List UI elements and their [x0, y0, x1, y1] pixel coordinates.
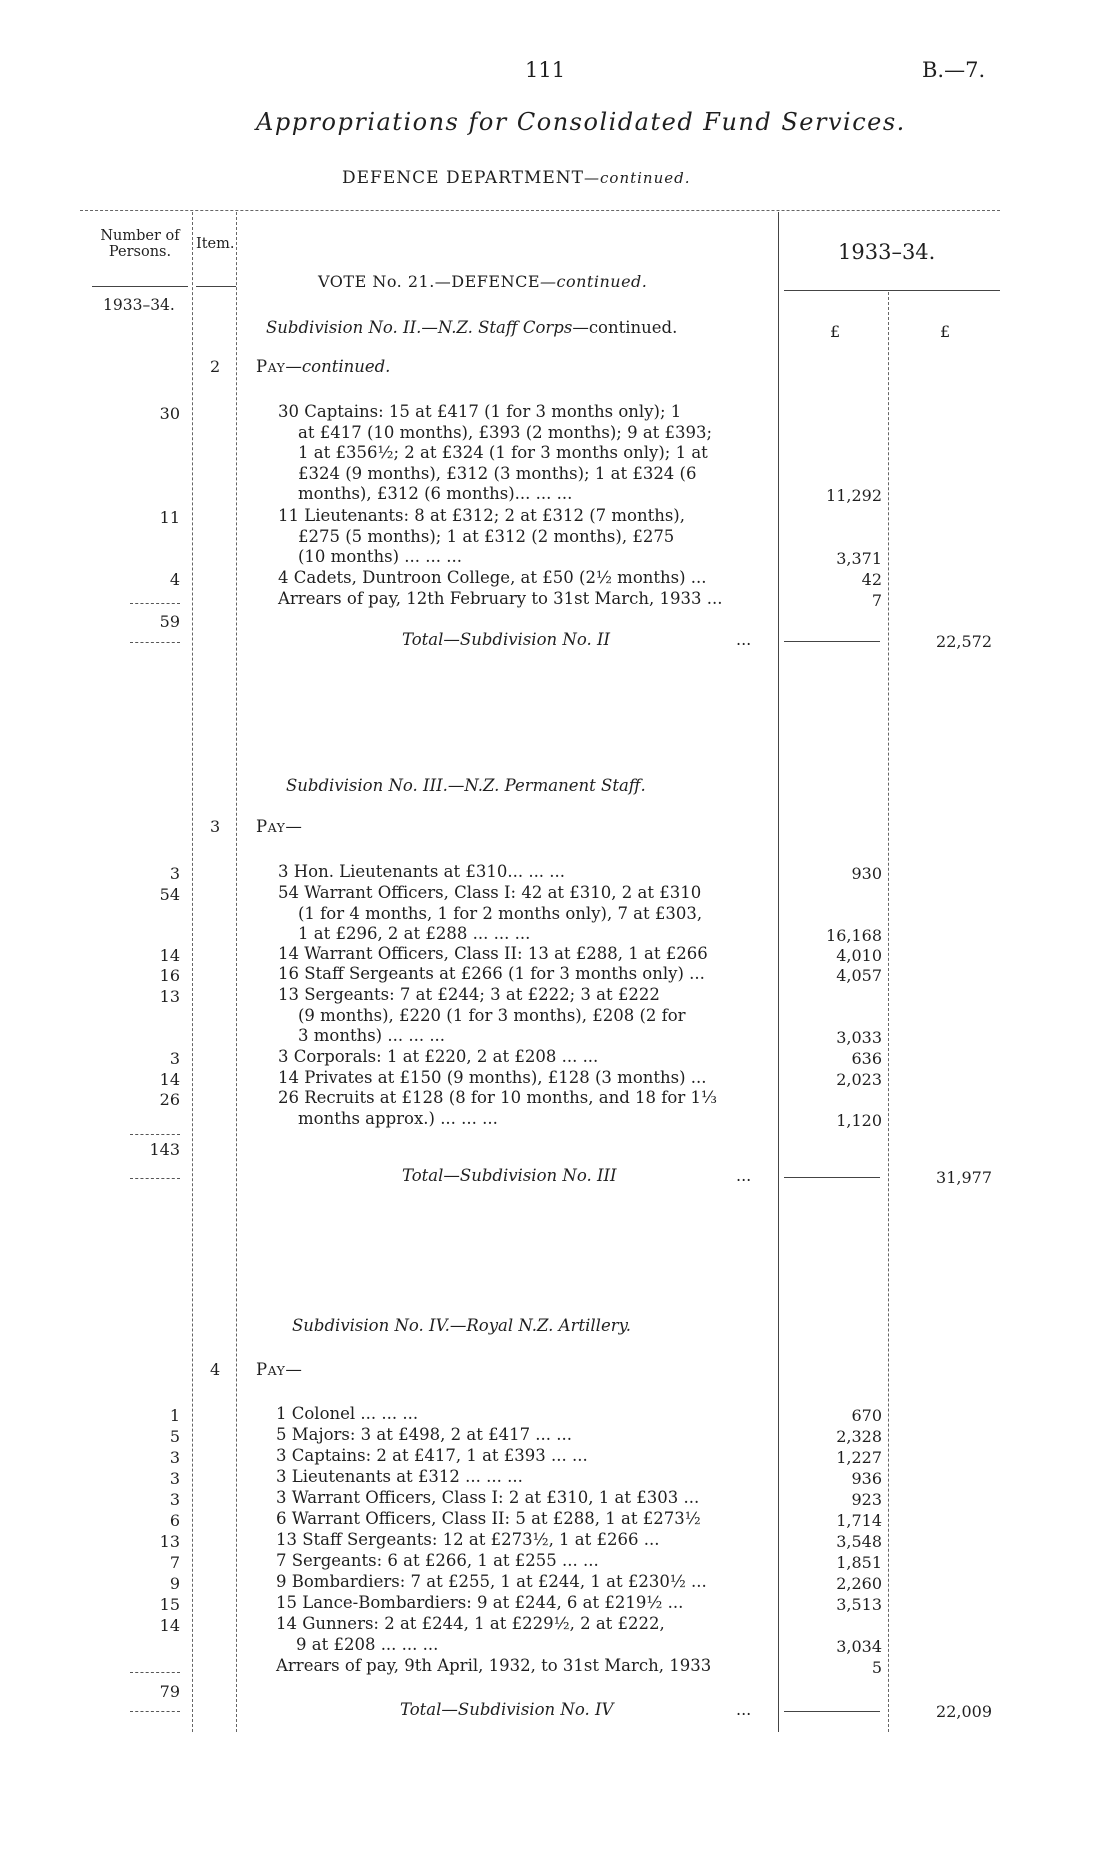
currency-label-totals: £: [940, 322, 951, 341]
entry-line: 1 Colonel ... ... ...: [276, 1404, 419, 1423]
subdivision-2-total-persons-rule: [130, 642, 180, 643]
amount-cell: 11,292: [826, 486, 882, 505]
amount-cell: 3,033: [836, 1028, 882, 1047]
entry-description: [276, 1530, 776, 1551]
entry-line: at £417 (10 months), £393 (2 months); 9 at £393;: [298, 422, 713, 442]
entry-description: [278, 985, 778, 1047]
entry-line: 15 Lance-Bombardiers: 9 at £244, 6 at £219½ ...: [276, 1593, 684, 1612]
subdivision-3-total-rule: [784, 1177, 880, 1178]
amount-cell: 3,548: [836, 1532, 882, 1551]
subdivision-2-total-dots: ...: [736, 630, 752, 649]
entry-description: [278, 506, 778, 568]
entry-line: 9 Bombardiers: 7 at £255, 1 at £244, 1 at £230½ ...: [276, 1572, 707, 1591]
amount-cell: 636: [851, 1049, 882, 1068]
entry-description: [276, 1572, 776, 1593]
department-name: DEFENCE DEPARTMENT: [342, 168, 585, 188]
persons-cell: 13: [159, 987, 180, 1006]
amount-cell: 3,371: [836, 549, 882, 568]
amount-cell: 7: [871, 591, 882, 610]
persons-cell: 13: [159, 1532, 180, 1551]
entry-description: [276, 1446, 776, 1467]
entry-description: [278, 1047, 778, 1068]
entry-line: 4 Cadets, Duntroon College, at £50 (2½ months) ...: [278, 568, 707, 587]
persons-cell: 26: [159, 1090, 180, 1109]
persons-cell: 54: [159, 885, 180, 904]
entry-description: [278, 568, 778, 589]
amount-cell: 5: [871, 1658, 882, 1677]
persons-cell: 1: [169, 1406, 180, 1425]
subdivision-3-pay-label: [256, 817, 302, 836]
vote-heading: [318, 272, 647, 291]
persons-cell: 6: [169, 1511, 180, 1530]
amount-cell: 4,010: [836, 946, 882, 965]
entry-description: [278, 1068, 778, 1089]
page-reference: B.—7.: [922, 58, 986, 82]
subdivision-3-item: 3: [210, 817, 221, 836]
entry-description: [278, 402, 778, 505]
entry-line: 3 Corporals: 1 at £220, 2 at £208 ... ...: [278, 1047, 599, 1066]
subdivision-3-total: 31,977: [936, 1168, 992, 1187]
subdivision-2-total-rule: [784, 641, 880, 642]
persons-cell: 7: [169, 1553, 180, 1572]
persons-cell: 3: [169, 1490, 180, 1509]
entry-line: 16 Staff Sergeants at £266 (1 for 3 months only) ...: [278, 964, 705, 983]
amount-cell: 1,714: [836, 1511, 882, 1530]
entry-line: 13 Sergeants: 7 at £244; 3 at £222; 3 at £222: [278, 985, 660, 1004]
persons-cell: 15: [159, 1595, 180, 1614]
subdivision-4-total-label: Total—Subdivision No. IV: [400, 1700, 614, 1719]
table-top-rule: [80, 210, 1000, 211]
subdivision-2-pay-word: PAY: [256, 357, 286, 376]
entry-line: 3 months) ... ... ...: [298, 1026, 446, 1045]
column-rule-persons: [192, 212, 193, 1732]
subdivision-2-total-persons: 59: [159, 612, 180, 631]
subdivision-4-total-dots: ...: [736, 1700, 752, 1719]
entry-line: months), £312 (6 months)... ... ...: [298, 484, 573, 503]
subdivision-3-pay-word: PAY—: [256, 817, 303, 836]
subdivision-3-heading: Subdivision No. III.—N.Z. Permanent Staff.: [286, 776, 646, 795]
department-continued: —continued.: [584, 169, 691, 187]
entry-description: [278, 964, 778, 985]
persons-cell: 14: [159, 946, 180, 965]
persons-cell: 4: [169, 570, 180, 589]
column-rule-amount: [888, 292, 889, 1732]
entry-line: 14 Gunners: 2 at £244, 1 at £229½, 2 at £222,: [276, 1614, 665, 1633]
entry-description: [276, 1488, 776, 1509]
persons-cell: 30: [159, 404, 180, 423]
subdivision-3-total-dots: ...: [736, 1166, 752, 1185]
subdivision-2-total-label: Total—Subdivision No. II: [402, 630, 610, 649]
entry-description: [276, 1467, 776, 1488]
subdivision-2-persons-rule: [130, 603, 180, 604]
amount-cell: 42: [861, 570, 882, 589]
entry-line: (1 for 4 months, 1 for 2 months only), 7 at £303,: [298, 903, 703, 923]
entry-description: [276, 1509, 776, 1530]
entry-line: 30 Captains: 15 at £417 (1 for 3 months only); 1: [278, 402, 682, 421]
persons-cell: 3: [169, 1448, 180, 1467]
entry-line: 26 Recruits at £128 (8 for 10 months, and 18 for 1⅓: [278, 1088, 717, 1107]
entry-line: 9 at £208 ... ... ...: [296, 1634, 439, 1654]
entry-description: [276, 1614, 776, 1655]
entry-description: [278, 862, 778, 883]
subdivision-4-pay-word: PAY—: [256, 1360, 303, 1379]
entry-line: 14 Warrant Officers, Class II: 13 at £288, 1 at £266: [278, 944, 708, 963]
amount-cell: 930: [851, 864, 882, 883]
amount-cell: 4,057: [836, 966, 882, 985]
amount-cell: 2,328: [836, 1427, 882, 1446]
subdivision-3-total-label: Total—Subdivision No. III: [402, 1166, 617, 1185]
entry-line: 3 Hon. Lieutenants at £310... ... ...: [278, 862, 566, 881]
amount-cell: 2,023: [836, 1070, 882, 1089]
entry-description: [278, 944, 778, 965]
subdivision-2-item: 2: [210, 357, 221, 376]
subdivision-4-total: 22,009: [936, 1702, 992, 1721]
subdivision-2-heading: [266, 318, 677, 337]
amount-cell: 1,227: [836, 1448, 882, 1467]
entry-line: Arrears of pay, 12th February to 31st March, 1933 ...: [278, 589, 723, 608]
entry-description: [276, 1404, 776, 1425]
year-left-label: 1933–34.: [103, 296, 175, 314]
persons-cell: 9: [169, 1574, 180, 1593]
entry-line: (9 months), £220 (1 for 3 months), £208 (2 for: [298, 1005, 686, 1025]
amount-cell: 16,168: [826, 926, 882, 945]
entry-line: £324 (9 months), £312 (3 months); 1 at £324 (6: [298, 463, 697, 483]
subdivision-4-total-rule: [784, 1711, 880, 1712]
subdivision-2-total: 22,572: [936, 632, 992, 651]
subdivision-4-item: 4: [210, 1360, 221, 1379]
persons-cell: 3: [169, 1049, 180, 1068]
entry-line: Arrears of pay, 9th April, 1932, to 31st March, 1933: [276, 1656, 712, 1675]
entry-line: 3 Lieutenants at £312 ... ... ...: [276, 1467, 523, 1486]
entry-line: 54 Warrant Officers, Class I: 42 at £310, 2 at £310: [278, 883, 702, 902]
page-title: Appropriations for Consolidated Fund Services.: [256, 108, 906, 136]
entry-line: 1 at £296, 2 at £288 ... ... ...: [298, 924, 531, 943]
persons-cell: 11: [159, 508, 180, 527]
entry-line: months approx.) ... ... ...: [298, 1108, 498, 1128]
persons-cell: 3: [169, 864, 180, 883]
header-rule-year: [784, 290, 1000, 291]
subdivision-2-pay-label: [256, 357, 390, 376]
entry-line: (10 months) ... ... ...: [298, 547, 462, 566]
entry-line: 3 Warrant Officers, Class I: 2 at £310, 1 at £303 ...: [276, 1488, 700, 1507]
amount-cell: 923: [851, 1490, 882, 1509]
subdivision-2-continued: —continued.: [572, 318, 678, 337]
subdivision-2-title: Subdivision No. II.—N.Z. Staff Corps: [266, 318, 573, 337]
amount-cell: 1,851: [836, 1553, 882, 1572]
column-rule-item: [236, 212, 237, 1732]
vote-title: VOTE No. 21.—DEFENCE: [318, 272, 541, 291]
persons-cell: 5: [169, 1427, 180, 1446]
entry-line: 6 Warrant Officers, Class II: 5 at £288, 1 at £273½: [276, 1509, 701, 1528]
vote-continued: —continued.: [540, 272, 648, 291]
column-header-item: Item.: [196, 236, 235, 252]
entry-line: 13 Staff Sergeants: 12 at £273½, 1 at £266 ...: [276, 1530, 660, 1549]
department-heading: [342, 168, 691, 188]
subdivision-4-heading: Subdivision No. IV.—Royal N.Z. Artillery.: [292, 1316, 631, 1335]
entry-line: 11 Lieutenants: 8 at £312; 2 at £312 (7 months),: [278, 506, 685, 525]
persons-cell: 14: [159, 1616, 180, 1635]
column-header-year: 1933–34.: [838, 240, 936, 264]
subdivision-4-persons-rule: [130, 1672, 180, 1673]
header-rule-item: [196, 286, 236, 287]
amount-cell: 3,034: [836, 1637, 882, 1656]
entry-line: 5 Majors: 3 at £498, 2 at £417 ... ...: [276, 1425, 573, 1444]
page-number: 111: [525, 58, 566, 82]
subdivision-2-pay-cont: —continued.: [285, 357, 391, 376]
subdivision-4-total-persons: 79: [159, 1682, 180, 1701]
entry-description: [278, 1088, 778, 1129]
persons-cell: 16: [159, 966, 180, 985]
amount-cell: 2,260: [836, 1574, 882, 1593]
entry-line: 14 Privates at £150 (9 months), £128 (3 months) ...: [278, 1068, 707, 1087]
persons-cell: 14: [159, 1070, 180, 1089]
column-header-persons: Number of Persons.: [100, 228, 180, 260]
entry-line: £275 (5 months); 1 at £312 (2 months), £275: [298, 526, 675, 546]
amount-cell: 670: [851, 1406, 882, 1425]
amount-cell: 936: [851, 1469, 882, 1488]
subdivision-3-total-persons-rule: [130, 1178, 180, 1179]
entry-line: 7 Sergeants: 6 at £266, 1 at £255 ... ...: [276, 1551, 599, 1570]
subdivision-3-persons-rule: [130, 1134, 180, 1135]
entry-description: [276, 1551, 776, 1572]
column-rule-description: [778, 212, 779, 1732]
subdivision-3-total-persons: 143: [149, 1140, 180, 1159]
entry-description: [278, 883, 778, 945]
amount-cell: 1,120: [836, 1111, 882, 1130]
entry-description: [276, 1593, 776, 1614]
header-rule-persons: [92, 286, 188, 287]
entry-description: [276, 1656, 776, 1677]
persons-cell: 3: [169, 1469, 180, 1488]
currency-label-items: £: [830, 322, 841, 341]
entry-line: 3 Captains: 2 at £417, 1 at £393 ... ...: [276, 1446, 588, 1465]
amount-cell: 3,513: [836, 1595, 882, 1614]
entry-description: [278, 589, 778, 610]
entry-line: 1 at £356½; 2 at £324 (1 for 3 months only); 1 at: [298, 443, 708, 462]
subdivision-4-total-persons-rule: [130, 1711, 180, 1712]
subdivision-4-pay-label: [256, 1360, 302, 1379]
entry-description: [276, 1425, 776, 1446]
